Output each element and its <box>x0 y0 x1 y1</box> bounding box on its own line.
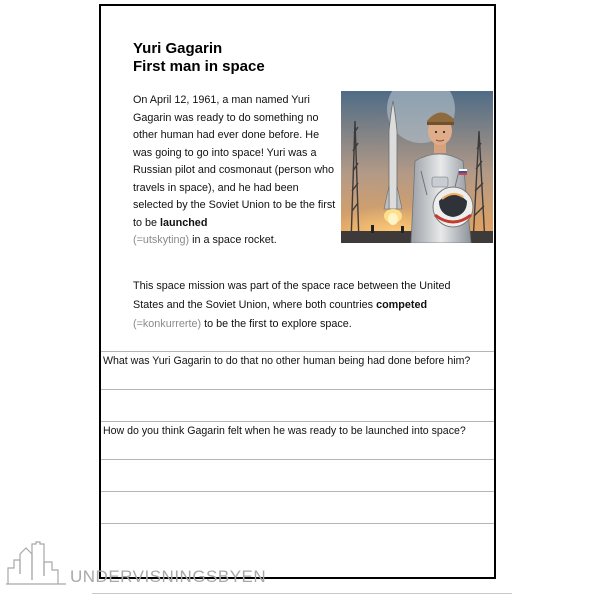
question-2: How do you think Gagarin felt when he was ready to be launched into space? <box>103 425 466 437</box>
gagarin-illustration <box>341 91 493 243</box>
footer-divider <box>92 593 512 594</box>
brand-wordmark: UNDERVISNINGSBYEN <box>70 567 267 586</box>
title-line-2: First man in space <box>133 58 265 75</box>
space-race-paragraph <box>133 277 463 334</box>
worksheet-title <box>133 40 265 76</box>
question-1: What was Yuri Gagarin to do that no other human being had done before him? <box>103 355 471 367</box>
vocab-launched: launched <box>160 216 208 229</box>
gloss-launched: (=utskyting) <box>133 234 190 246</box>
answer-line[interactable] <box>101 491 494 492</box>
title-line-1: Yuri Gagarin <box>133 40 223 57</box>
intro-paragraph <box>133 92 339 250</box>
intro-text: On April 12, 1961, a man named Yuri Gagarin was ready to do something no other human had ever done before. He was going to go into space! Yuri was a Russian pilot and cosmonaut (person who travels in space), and he had been selected by the Soviet Union to be the first to be <box>133 94 336 229</box>
worksheet-page <box>99 4 496 579</box>
vocab-competed: competed <box>376 299 428 311</box>
answer-line[interactable] <box>101 459 494 460</box>
gloss-competed: (=konkurrerte) <box>133 318 202 330</box>
space-race-text: This space mission was part of the space race between the United States and the Soviet Union, where both countries <box>133 280 451 311</box>
space-race-text-end: to be the first to explore space. <box>201 318 352 330</box>
answer-line[interactable] <box>101 389 494 390</box>
intro-text-end: in a space rocket. <box>189 234 277 246</box>
city-skyline-logo <box>6 540 66 586</box>
answer-line[interactable] <box>101 523 494 524</box>
